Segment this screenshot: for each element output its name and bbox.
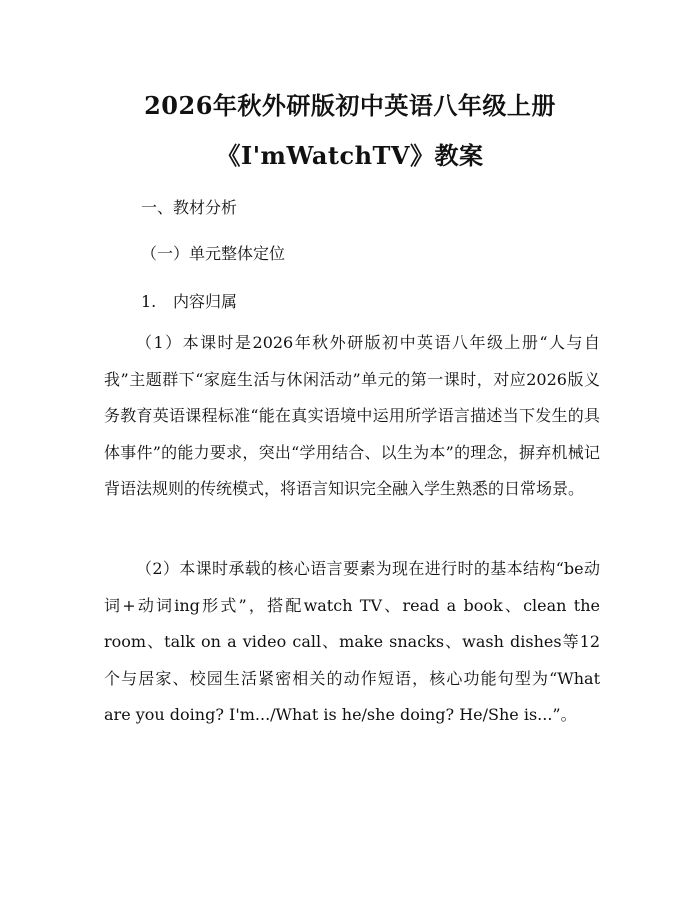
section-heading: 一、教材分析	[141, 198, 238, 217]
paragraph-2: （2）本课时承载的核心语言要素为现在进行时的基本结构“be动词+动词ing形式”，搭配watch TV、read a book、clean the room、talk on a video call、make snacks、wash dishes等12个与居家、校园生活紧密相关的动作短语，核心功能句型为“What are you doing? I'm.../What is he/she doing? He/She is...”。	[104, 559, 600, 724]
paragraph-1: （1）本课时是2026年秋外研版初中英语八年级上册“人与自我”主题群下“家庭生活与休闲活动”单元的第一课时，对应2026版义务教育英语课程标准“能在真实语境中运用所学语言描述当下发生的具体事件”的能力要求，突出“学用结合、以生为本”的理念，摒弃机械记背语法规则的传统模式，将语言知识完全融入学生熟悉的日常场景。	[104, 333, 600, 498]
document-title-line1: 2026年秋外研版初中英语八年级上册	[144, 91, 556, 120]
item-title: 内容归属	[173, 292, 238, 311]
item-number: 1.	[141, 292, 157, 311]
document-title-line2: 《I'mWatchTV》教案	[216, 141, 484, 170]
item-heading	[141, 289, 237, 312]
subsection-heading: （一）单元整体定位	[141, 244, 286, 263]
